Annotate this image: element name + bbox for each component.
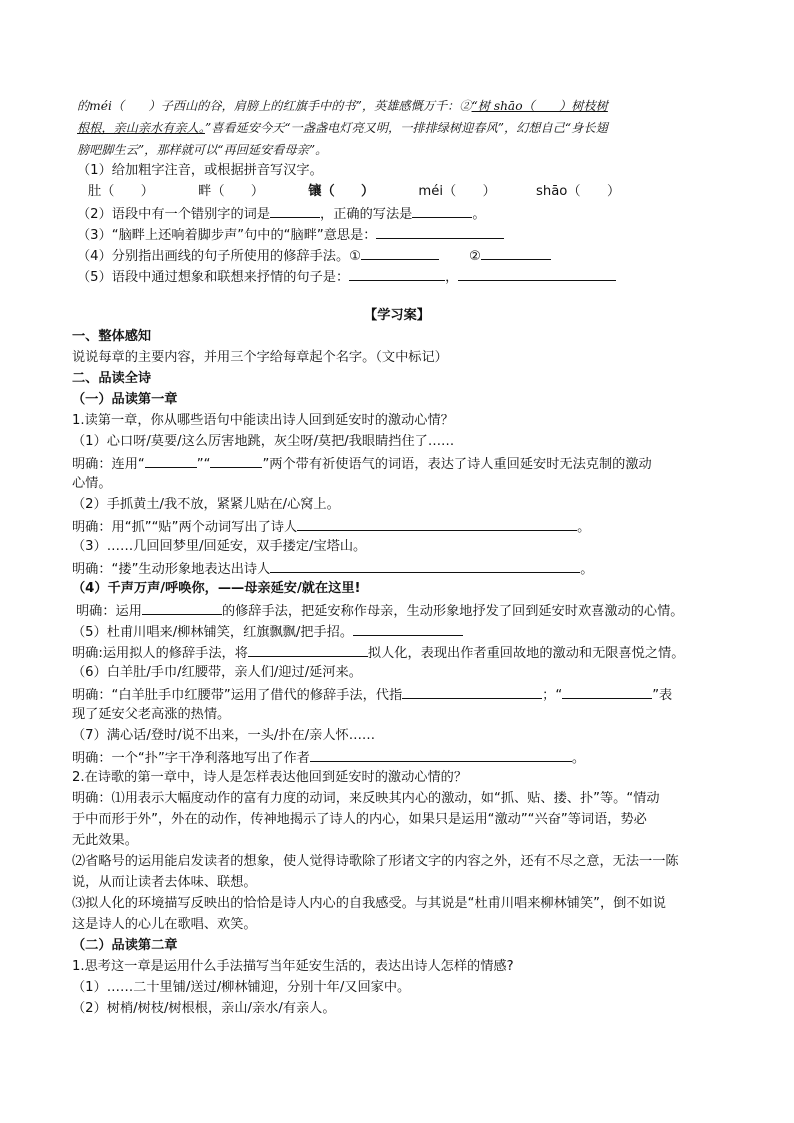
answer-1-line-1: 明确：连用“ ”“ ”两个带有祈使语气的词语，表达了诗人重回延安时无法克制的激动 [72,453,652,475]
pinyin-row: 肚（ ） 畔（ ） 镶（ ） méi（ ） shāo（ ） [88,184,621,199]
explanation-1-line-1: 明确：⑴用表示大幅度动作的富有力度的动词，来反映其内心的激动，如“抓、贴、搂、扑”等。“情动 [72,791,660,806]
answer-4: 明确：运用 的修辞手法，把延安称作母亲，生动形象地抒发了回到延安时欢喜激动的心情。 [76,600,684,622]
passage-line-3: 膀吧脚生云”，那样就可以“再回延安看母亲”。 [77,143,328,157]
question-4: （4）分别指出画线的句子所使用的修辞手法。① ② [77,245,551,267]
answer-blank[interactable] [376,224,504,239]
passage-line-2: 根根，亲山亲水有亲人。”喜看延安今天“一盏盏电灯亮又明，一排排绿树迎春风”，幻想自己“身长翅 [77,121,608,135]
answer-1-line-2: 心情。 [72,476,112,491]
answer-blank[interactable] [297,516,577,531]
answer-blank[interactable] [458,266,616,281]
question-5: （5）语段中通过想象和联想来抒情的句子是： ， [77,266,616,288]
answer-blank[interactable] [481,245,551,260]
explanation-2-line-1: ⑵省略号的运用能启发读者的想象，使人觉得诗歌除了形诸文字的内容之外，还有不尽之意，无法一一陈 [72,854,679,869]
heading-overall: 一、整体感知 [72,329,152,344]
answer-5: 明确:运用拟人的修辞手法，将 拟人化，表现出作者重回故地的激动和无限喜悦之情。 [72,642,684,664]
answer-blank[interactable] [142,600,222,615]
line-item-6: （6）白羊肚/手巾/红腰带，亲人们/迎过/延河来。 [72,665,362,680]
explanation-3-line-1: ⑶拟人化的环境描写反映出的恰恰是诗人内心的自我感受。与其说是“杜甫川唱来柳林铺笑”，倒不如说 [72,896,666,911]
heading-chapter-1: （一）品读第一章 [72,392,178,407]
answer-blank[interactable] [562,684,652,699]
answer-blank[interactable] [248,642,368,657]
answer-blank[interactable] [353,621,463,636]
question-3: （3）“脑畔上还响着脚步声”句中的“脑畔”意思是： [77,224,504,246]
answer-3: 明确：“搂”生动形象地表达出诗人 。 [72,558,593,580]
answer-blank[interactable] [412,203,472,218]
section-title: 【学习案】 [364,308,430,323]
chapter2-line-1: （1）……二十里铺/送过/柳林铺迎，分别十年/又回家中。 [72,980,411,995]
answer-6-line-1: 明确：“白羊肚手巾红腰带”运用了借代的修辞手法，代指 ；“ ”表 [72,684,672,706]
answer-blank[interactable] [270,203,320,218]
chapter2-line-2: （2）树梢/树枝/树根根，亲山/亲水/有亲人。 [72,1001,336,1016]
answer-7: 明确：一个“扑”字干净利落地写出了作者 。 [72,747,585,769]
explanation-3-line-2: 这是诗人的心儿在歌唱、欢笑。 [72,917,257,932]
answer-6-line-2: 现了延安父老高涨的热情。 [72,707,231,722]
chapter1-question-1: 1.读第一章，你从哪些语句中能读出诗人回到延安时的激动心情？ [72,413,454,428]
answer-blank[interactable] [310,747,572,762]
line-item-2: （2）手抓黄土/我不放，紧紧儿贴在/心窝上。 [72,497,340,512]
explanation-1-line-2: 于中而形于外”，外在的动作，传神地揭示了诗人的内心，如果只是运用“激动”“兴奋”等词语，势必 [72,812,647,827]
line-item-5: （5）杜甫川唱来/柳林铺笑，红旗飘飘/把手招。 [72,621,463,643]
line-item-4: （4）千声万声/呼唤你，——母亲延安/就在这里! [72,581,361,596]
chapter1-question-2: 2.在诗歌的第一章中，诗人是怎样表达他回到延安时的激动心情的？ [72,770,468,785]
question-2: （2）语段中有一个错别字的词是 ，正确的写法是 。 [77,203,486,225]
answer-blank[interactable] [270,558,580,573]
answer-blank[interactable] [402,684,542,699]
answer-blank[interactable] [349,266,445,281]
question-1: （1）给加粗字注音，或根据拼音写汉字。 [77,163,323,178]
heading-chapter-2: （二）品读第二章 [72,938,178,953]
answer-blank[interactable] [210,453,262,468]
answer-blank[interactable] [361,245,439,260]
passage-line-1: 的méi（ ）子西山的谷，肩膀上的红旗手中的书”，英雄感慨万千：②“树 shāo（ ）树枝树 [77,99,608,113]
explanation-2-line-2: 说，从而让读者去体味、联想。 [72,875,257,890]
line-item-7: （7）满心话/登时/说不出来，一头/扑在/亲人怀…… [72,728,376,743]
heading-read-poem: 二、品读全诗 [72,371,152,386]
line-item-3: （3）……几回回梦里/回延安，双手搂定/宝塔山。 [72,539,367,554]
answer-2: 明确：用“抓”“贴”两个动词写出了诗人 。 [72,516,590,538]
explanation-1-line-3: 无此效果。 [72,833,138,848]
chapter2-question-1: 1.思考这一章是运用什么手法描写当年延安生活的，表达出诗人怎样的情感? [72,959,514,974]
line-item-1: （1）心口呀/莫要/这么厉害地跳，灰尘呀/莫把/我眼睛挡住了…… [72,434,455,449]
overall-text: 说说每章的主要内容，并用三个字给每章起个名字。（文中标记） [72,350,448,365]
answer-blank[interactable] [145,453,197,468]
